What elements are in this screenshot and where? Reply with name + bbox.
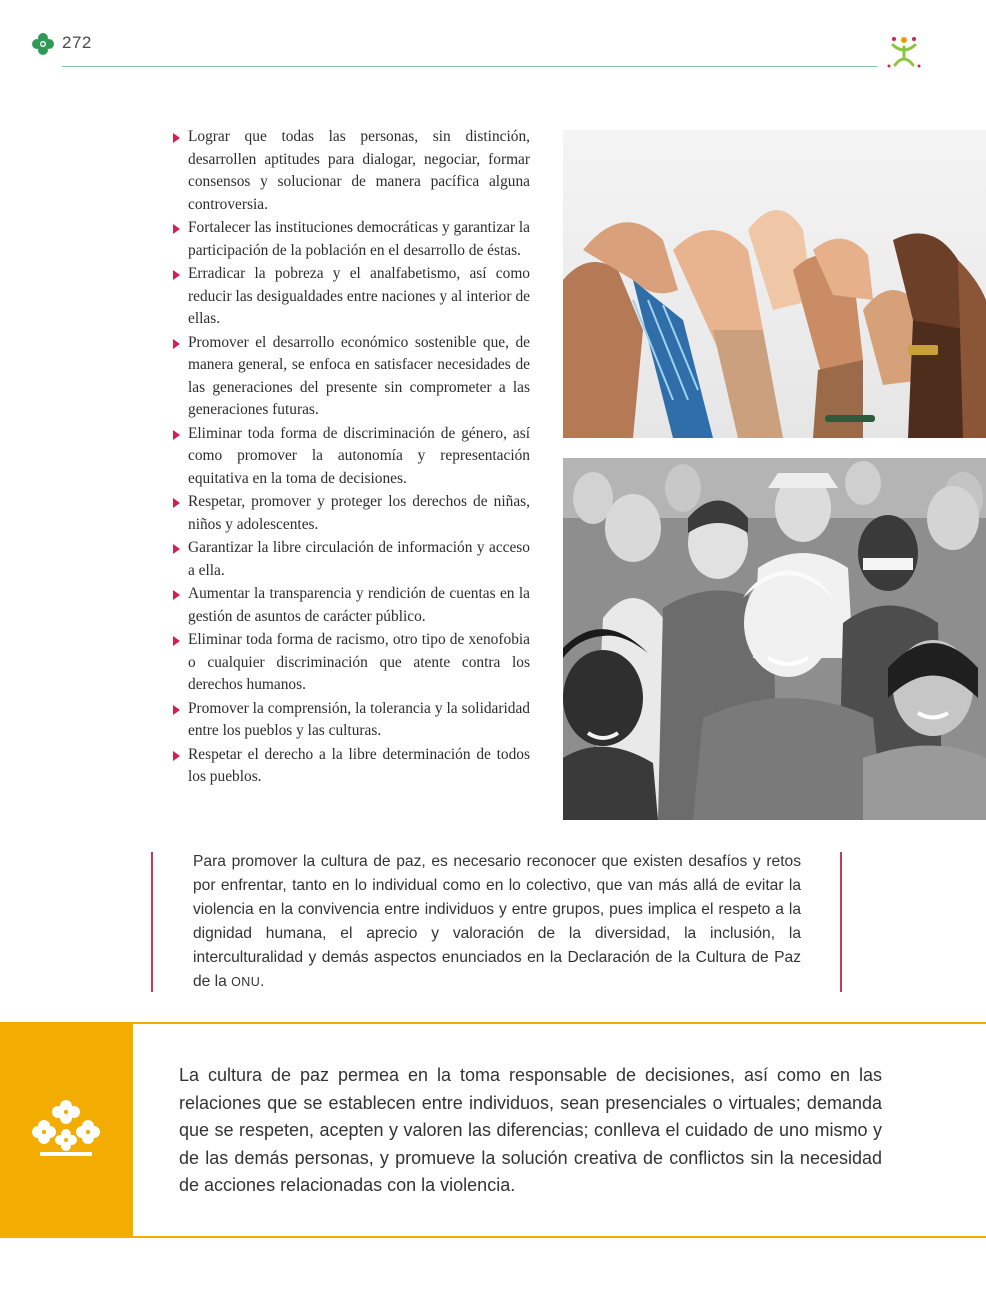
page-number: 272 <box>62 33 92 52</box>
list-item: Promover la comprensión, la tolerancia y la solidaridad entre los pueblos y las culturas. <box>170 698 530 743</box>
list-item: Respetar el derecho a la libre determinación de todos los pueblos. <box>170 744 530 789</box>
bullet-triangle-icon <box>173 751 180 761</box>
quote-left-bar <box>151 852 153 992</box>
bullet-triangle-icon <box>173 270 180 280</box>
highlight-box <box>0 1022 986 1238</box>
list-item: Lograr que todas las personas, sin distinción, desarrollen aptitudes para dialogar, negociar, formar consensos y solucionar de manera pacífica alguna controversia. <box>170 126 530 216</box>
bullet-triangle-icon <box>173 705 180 715</box>
header-rule <box>62 66 877 67</box>
bullet-triangle-icon <box>173 224 180 234</box>
list-item: Fortalecer las instituciones democráticas y garantizar la participación de la población en el desarrollo de éstas. <box>170 217 530 262</box>
highlight-text: La cultura de paz permea en la toma responsable de decisiones, así como en las relaciones que se establecen entre individuos, sean presenciales o virtuales; demanda que se respeten, acepten y valoren las diferencias; conlleva el cuidado de uno mismo y de las demás personas, y promueve la solución creativa de conflictos sin la necesidad de acciones relacionadas con la violencia. <box>179 1065 882 1195</box>
highlight-sidebar <box>0 1022 133 1238</box>
bullet-triangle-icon <box>173 544 180 554</box>
highlight-top-rule <box>133 1022 986 1024</box>
photo-smiling-crowd <box>563 458 986 820</box>
bullet-triangle-icon <box>173 430 180 440</box>
bullet-triangle-icon <box>173 339 180 349</box>
bullet-triangle-icon <box>173 590 180 600</box>
highlight-bottom-rule <box>133 1236 986 1238</box>
quote-right-bar <box>840 852 842 992</box>
photo-raised-hands <box>563 130 986 438</box>
list-item: Respetar, promover y proteger los derechos de niñas, niños y adolescentes. <box>170 491 530 536</box>
culture-of-peace-paragraph: Para promover la cultura de paz, es necesario reconocer que existen desafíos y retos por enfrentar, tanto en lo individual como en lo colectivo, que van más allá de evitar la violencia en la convivencia entre individuos y entre grupos, pues implica el respeto a la dignidad humana, el aprecio y valoración de la diversidad, la inclusión, la interculturalidad y demás aspectos enunciados en la Declaración de la Cultura de Paz de la ONU. <box>193 853 801 990</box>
bullet-triangle-icon <box>173 636 180 646</box>
objectives-list <box>170 126 530 790</box>
list-item: Erradicar la pobreza y el analfabetismo, así como reducir las desigualdades entre naciones y al interior de ellas. <box>170 263 530 331</box>
list-item: Garantizar la libre circulación de información y acceso a ella. <box>170 537 530 582</box>
list-item: Eliminar toda forma de racismo, otro tipo de xenofobia o cualquier discriminación que atente contra los derechos humanos. <box>170 629 530 697</box>
list-item: Aumentar la transparencia y rendición de cuentas en la gestión de asuntos de carácter público. <box>170 583 530 628</box>
stylized-figure-icon <box>885 33 923 71</box>
org-acronym: ONU <box>231 975 261 989</box>
bullet-triangle-icon <box>173 498 180 508</box>
page-header <box>0 0 986 80</box>
list-item: Promover el desarrollo económico sostenible que, de manera general, se enfoca en satisfacer necesidades de las generaciones del presente sin comprometer a las generaciones futuras. <box>170 332 530 422</box>
bullet-triangle-icon <box>173 133 180 143</box>
list-item: Eliminar toda forma de discriminación de género, así como promover la autonomía y representación equitativa en la toma de decisiones. <box>170 423 530 491</box>
flower-ornament-icon <box>30 1096 102 1160</box>
green-cluster-icon <box>30 31 56 57</box>
